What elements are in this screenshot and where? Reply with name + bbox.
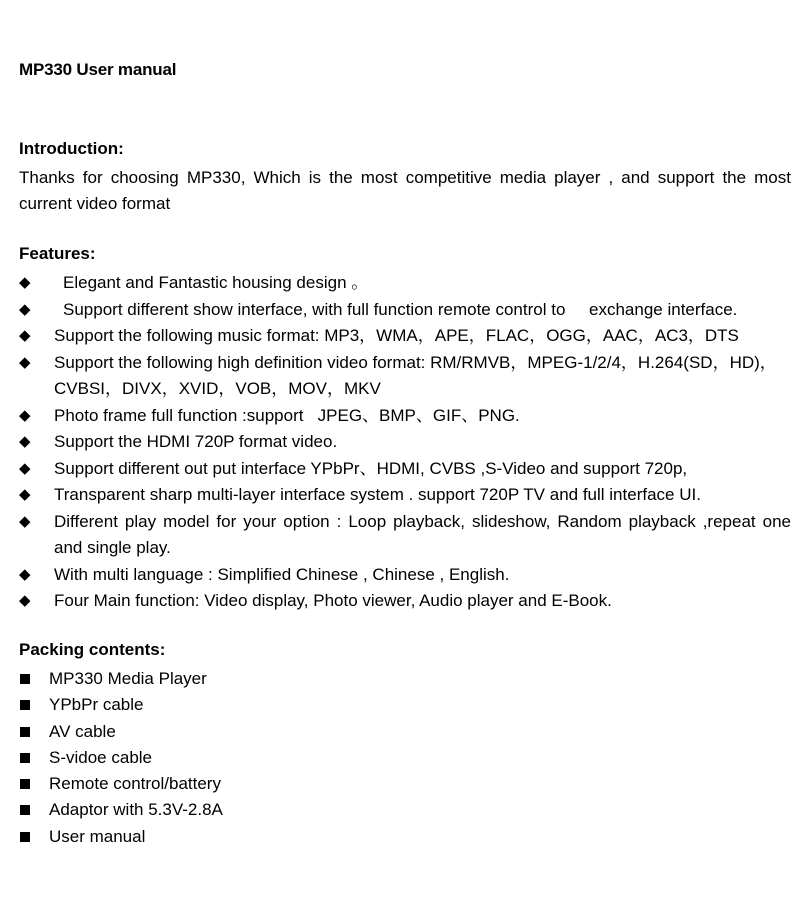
feature-text: Support the following high definition video format: RM/RMVB，MPEG-1/2/4，H.264(SD，HD)，CVBSI，DIVX，XVID，VOB，MOV，MKV: [54, 352, 777, 398]
document-title: MP330 User manual: [19, 60, 177, 79]
feature-item: [19, 403, 791, 430]
feature-item: [19, 588, 791, 615]
packing-item-text: S-vidoe cable: [49, 747, 153, 767]
packing-item: [19, 824, 223, 850]
diamond-bullet-icon: ◆: [19, 327, 31, 344]
packing-item: [19, 666, 223, 692]
square-bullet-icon: [20, 753, 30, 763]
features-heading: Features:: [19, 244, 96, 263]
packing-contents-heading: Packing contents:: [19, 640, 166, 659]
packing-item: [19, 719, 223, 745]
diamond-bullet-icon: ◆: [19, 565, 31, 583]
packing-item-text: User manual: [49, 826, 146, 846]
diamond-bullet-icon: ◆: [19, 406, 31, 424]
feature-item: [19, 562, 791, 589]
packing-item-text: YPbPr cable: [49, 695, 144, 715]
feature-text: Transparent sharp multi-layer interface system . support 720P TV and full interface UI.: [54, 485, 701, 504]
diamond-bullet-icon: ◆: [19, 512, 31, 530]
feature-text: Support different out put interface YPbPr、HDMI, CVBS ,S-Video and support 720p,: [54, 458, 688, 478]
packing-item: [19, 771, 223, 797]
feature-item: [19, 270, 791, 297]
feature-item: [19, 297, 791, 324]
packing-item-text: MP330 Media Player: [49, 669, 207, 688]
feature-item: [19, 456, 791, 483]
square-bullet-icon: [20, 832, 30, 842]
diamond-bullet-icon: ◆: [19, 353, 31, 371]
square-bullet-icon: [20, 700, 30, 710]
introduction-heading: Introduction:: [19, 139, 124, 158]
square-bullet-icon: [20, 727, 30, 737]
packing-contents-list: [19, 666, 223, 850]
square-bullet-icon: [20, 674, 30, 684]
feature-text: Different play model for your option : Loop playback, slideshow, Random playback ,repeat one and single play.: [54, 511, 791, 557]
diamond-bullet-icon: ◆: [19, 274, 31, 291]
feature-text: Support the HDMI 720P format video.: [54, 432, 338, 451]
diamond-bullet-icon: ◆: [19, 300, 31, 318]
feature-item: [19, 350, 791, 403]
feature-item: [19, 429, 791, 456]
packing-item: [19, 745, 223, 771]
square-bullet-icon: [20, 779, 30, 789]
packing-item: [19, 797, 223, 823]
diamond-bullet-icon: ◆: [19, 433, 31, 450]
feature-item: [19, 482, 791, 509]
features-list: [19, 270, 791, 615]
feature-text: Four Main function: Video display, Photo viewer, Audio player and E-Book.: [54, 591, 612, 610]
diamond-bullet-icon: ◆: [19, 592, 31, 609]
packing-item-text: Remote control/battery: [49, 774, 221, 794]
diamond-bullet-icon: ◆: [19, 459, 31, 477]
feature-text: Photo frame full function :support JPEG、BMP、GIF、PNG.: [54, 405, 520, 425]
feature-text: With multi language : Simplified Chinese , Chinese , English.: [54, 564, 510, 584]
diamond-bullet-icon: ◆: [19, 486, 31, 503]
feature-item: [19, 323, 791, 350]
square-bullet-icon: [20, 805, 30, 815]
packing-item-text: AV cable: [49, 721, 116, 741]
introduction-text: Thanks for choosing MP330, Which is the most competitive media player , and support the most current video format: [19, 168, 791, 213]
feature-item: [19, 509, 791, 562]
packing-item-text: Adaptor with 5.3V-2.8A: [49, 800, 223, 820]
feature-text: Support different show interface, with full function remote control to exchange interface.: [63, 299, 738, 319]
feature-text: Elegant and Fantastic housing design 。: [63, 273, 369, 292]
packing-item: [19, 692, 223, 718]
feature-text: Support the following music format: MP3，WMA，APE，FLAC，OGG，AAC，AC3，DTS: [54, 326, 739, 345]
